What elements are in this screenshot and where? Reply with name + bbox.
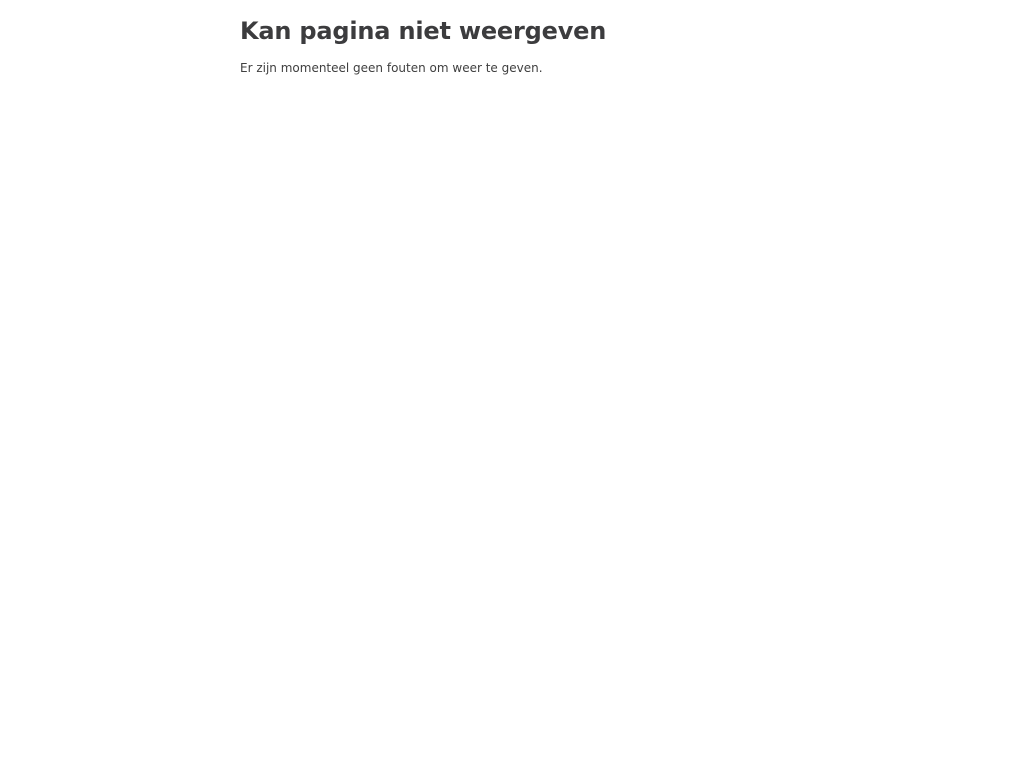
- error-page-container: [0, 0, 1024, 76]
- page-title: Kan pagina niet weergeven: [240, 17, 607, 45]
- error-message-text: Er zijn momenteel geen fouten om weer te geven.: [240, 61, 543, 75]
